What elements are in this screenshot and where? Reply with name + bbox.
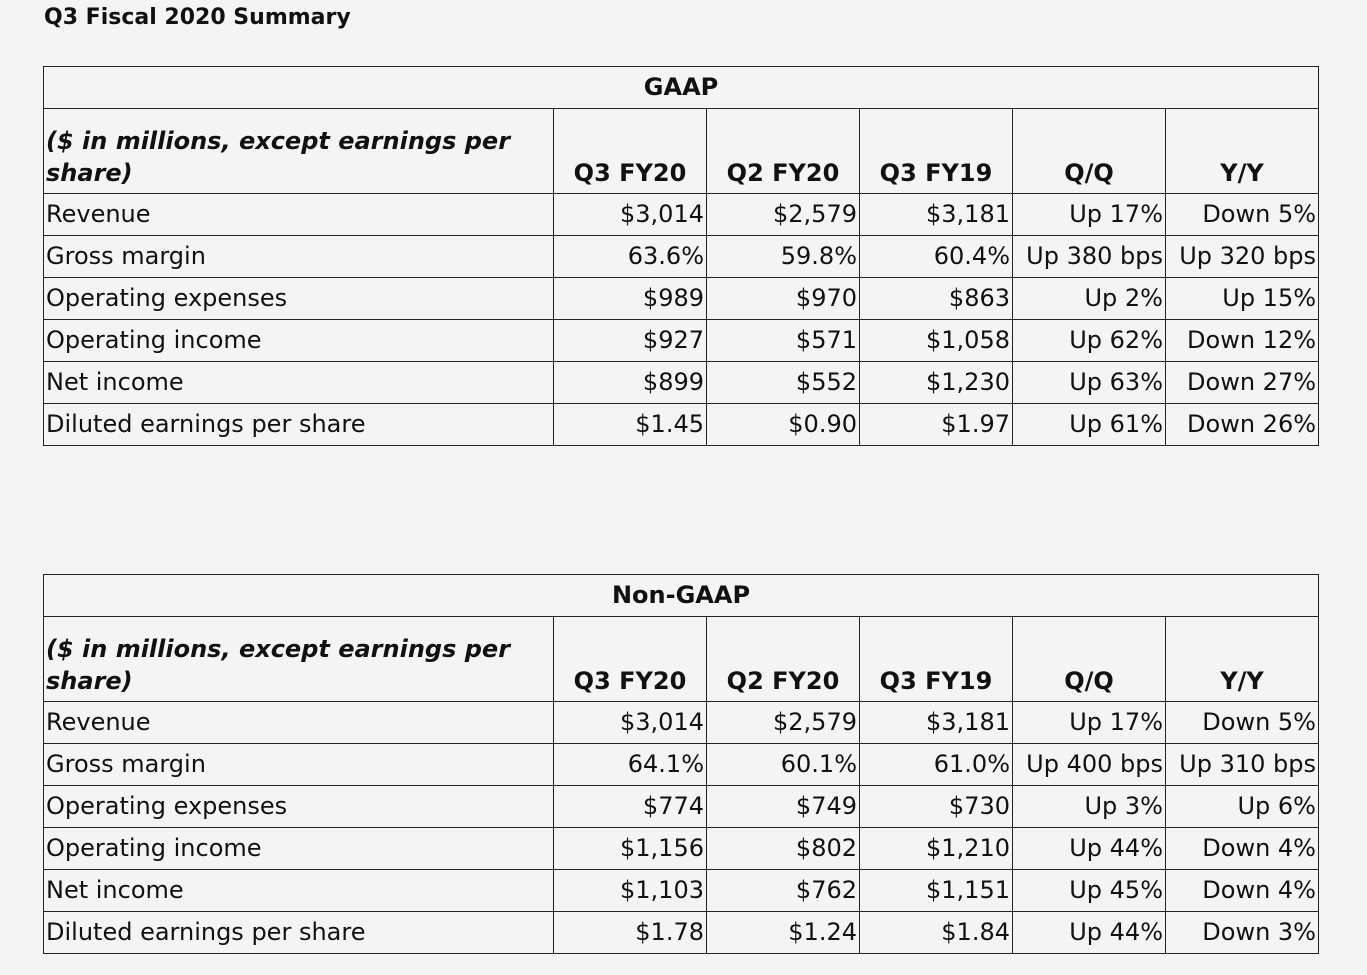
table-cell: Up 45% [1013, 870, 1166, 912]
table-cell: $1.78 [554, 912, 707, 954]
table-banner: Non-GAAP [44, 575, 1319, 617]
row-label: Operating expenses [44, 278, 554, 320]
table-cell: 64.1% [554, 744, 707, 786]
table-cell: $1,210 [860, 828, 1013, 870]
column-header: Q3 FY19 [860, 109, 1013, 194]
table-cell: Up 63% [1013, 362, 1166, 404]
table-cell: $899 [554, 362, 707, 404]
column-header: Q3 FY20 [554, 109, 707, 194]
column-header: Q/Q [1013, 109, 1166, 194]
row-label: Net income [44, 870, 554, 912]
table-cell: $3,181 [860, 194, 1013, 236]
table-cell: $970 [707, 278, 860, 320]
table-cell: Down 3% [1166, 912, 1319, 954]
table-cell: Up 17% [1013, 194, 1166, 236]
table-row [44, 744, 1319, 786]
table-row [44, 278, 1319, 320]
table-cell: $3,014 [554, 194, 707, 236]
table-cell: Down 4% [1166, 870, 1319, 912]
column-header: Q/Q [1013, 617, 1166, 702]
table-cell: Up 61% [1013, 404, 1166, 446]
table-cell: Down 27% [1166, 362, 1319, 404]
row-label: Gross margin [44, 744, 554, 786]
table-row [44, 320, 1319, 362]
row-label: Net income [44, 362, 554, 404]
table-cell: 63.6% [554, 236, 707, 278]
table-cell: $730 [860, 786, 1013, 828]
column-header: Y/Y [1166, 109, 1319, 194]
table-cell: $989 [554, 278, 707, 320]
table-cell: $2,579 [707, 702, 860, 744]
table-row [44, 828, 1319, 870]
table-cell: $3,014 [554, 702, 707, 744]
table-cell: $927 [554, 320, 707, 362]
table-cell: 60.4% [860, 236, 1013, 278]
column-header: Y/Y [1166, 617, 1319, 702]
table-cell: 60.1% [707, 744, 860, 786]
table-row [44, 404, 1319, 446]
table-cell: Up 17% [1013, 702, 1166, 744]
table-cell: Up 380 bps [1013, 236, 1166, 278]
table-row [44, 702, 1319, 744]
table-cell: $1,151 [860, 870, 1013, 912]
column-header: Q2 FY20 [707, 617, 860, 702]
table-cell: Up 2% [1013, 278, 1166, 320]
table-cell: Up 62% [1013, 320, 1166, 362]
table-cell: $571 [707, 320, 860, 362]
table-cell: Down 4% [1166, 828, 1319, 870]
table-row [44, 912, 1319, 954]
table-cell: 59.8% [707, 236, 860, 278]
table-cell: $1,103 [554, 870, 707, 912]
table-cell: Up 3% [1013, 786, 1166, 828]
column-header: Q3 FY20 [554, 617, 707, 702]
table-cell: $1.45 [554, 404, 707, 446]
row-label: Diluted earnings per share [44, 912, 554, 954]
row-label: Revenue [44, 702, 554, 744]
table-banner: GAAP [44, 67, 1319, 109]
table-cell: $1,156 [554, 828, 707, 870]
table-cell: Up 400 bps [1013, 744, 1166, 786]
table-cell: Up 44% [1013, 912, 1166, 954]
table-cell: $1,058 [860, 320, 1013, 362]
table-cell: $3,181 [860, 702, 1013, 744]
table-cell: $749 [707, 786, 860, 828]
table-cell: 61.0% [860, 744, 1013, 786]
table-cell: $1.24 [707, 912, 860, 954]
table-cell: $774 [554, 786, 707, 828]
table-cell: Up 310 bps [1166, 744, 1319, 786]
table-cell: Up 15% [1166, 278, 1319, 320]
table-cell: $552 [707, 362, 860, 404]
table-cell: $2,579 [707, 194, 860, 236]
column-header: Q2 FY20 [707, 109, 860, 194]
table-cell: $762 [707, 870, 860, 912]
row-label: Revenue [44, 194, 554, 236]
table-cell: Down 12% [1166, 320, 1319, 362]
row-label: Operating income [44, 320, 554, 362]
non-gaap-table [43, 574, 1319, 954]
table-row [44, 194, 1319, 236]
row-label: Gross margin [44, 236, 554, 278]
gaap-table [43, 66, 1319, 446]
table-cell: Up 320 bps [1166, 236, 1319, 278]
table-cell: $863 [860, 278, 1013, 320]
table-row [44, 786, 1319, 828]
row-label: Diluted earnings per share [44, 404, 554, 446]
table-cell: $1,230 [860, 362, 1013, 404]
table-cell: $802 [707, 828, 860, 870]
row-header-label: ($ in millions, except earnings per share) [44, 617, 554, 702]
row-label: Operating expenses [44, 786, 554, 828]
table-cell: Down 26% [1166, 404, 1319, 446]
table-cell: Down 5% [1166, 194, 1319, 236]
table-row [44, 362, 1319, 404]
table-cell: $0.90 [707, 404, 860, 446]
column-header: Q3 FY19 [860, 617, 1013, 702]
table-cell: Up 44% [1013, 828, 1166, 870]
row-label: Operating income [44, 828, 554, 870]
page-title: Q3 Fiscal 2020 Summary [44, 5, 351, 30]
row-header-label: ($ in millions, except earnings per share) [44, 109, 554, 194]
table-row [44, 236, 1319, 278]
table-cell: Down 5% [1166, 702, 1319, 744]
table-row [44, 870, 1319, 912]
table-cell: $1.97 [860, 404, 1013, 446]
table-cell: $1.84 [860, 912, 1013, 954]
table-cell: Up 6% [1166, 786, 1319, 828]
